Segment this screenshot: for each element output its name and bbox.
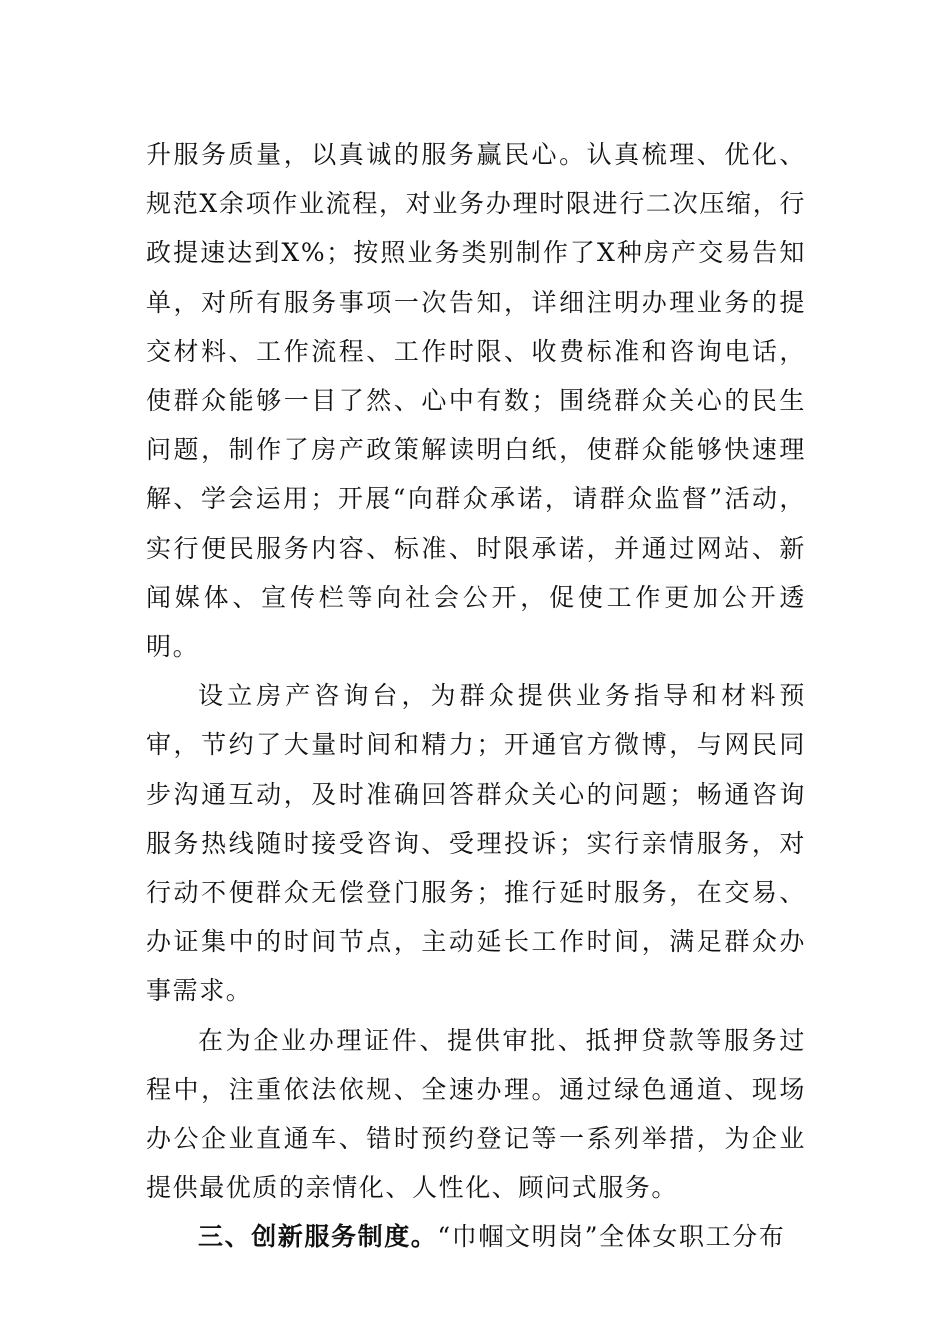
paragraph-enterprise-service: 在为企业办理证件、提供审批、抵押贷款等服务过程中，注重依法依规、全速办理。通过绿色通道、现场办公企业直通车、错时预约登记等一系列举措，为企业提供最优质的亲情化、人性化、顾问式服务。 (146, 1025, 806, 1203)
section-heading: 三、创新服务制度。 (198, 1222, 438, 1252)
paragraph-consultation: 设立房产咨询台，为群众提供业务指导和材料预审，节约了大量时间和精力；开通官方微博，与网民同步沟通互动，及时准确回答群众关心的问题；畅通咨询服务热线随时接受咨询、受理投诉；实行亲情服务，对行动不便群众无偿登门服务；推行延时服务，在交易、办证集中的时间节点，主动延长工作时间，满足群众办事需求。 (146, 681, 806, 1006)
document-body (146, 130, 806, 1262)
section-text: “巾帼文明岗”全体女职工分布 (437, 1222, 786, 1252)
paragraph-continuation: 升服务质量，以真诚的服务赢民心。认真梳理、优化、规范X余项作业流程，对业务办理时限进行二次压缩，行政提速达到X%；按照业务类别制作了X种房产交易告知单，对所有服务事项一次告知，详细注明办理业务的提交材料、工作流程、工作时限、收费标准和咨询电话，使群众能够一目了然、心中有数；围绕群众关心的民生问题，制作了房产政策解读明白纸，使群众能够快速理解、学会运用；开展“向群众承诺，请群众监督”活动，实行便民服务内容、标准、时限承诺，并通过网站、新闻媒体、宣传栏等向社会公开，促使工作更加公开透明。 (146, 140, 806, 662)
paragraph-section-three (146, 1212, 806, 1261)
